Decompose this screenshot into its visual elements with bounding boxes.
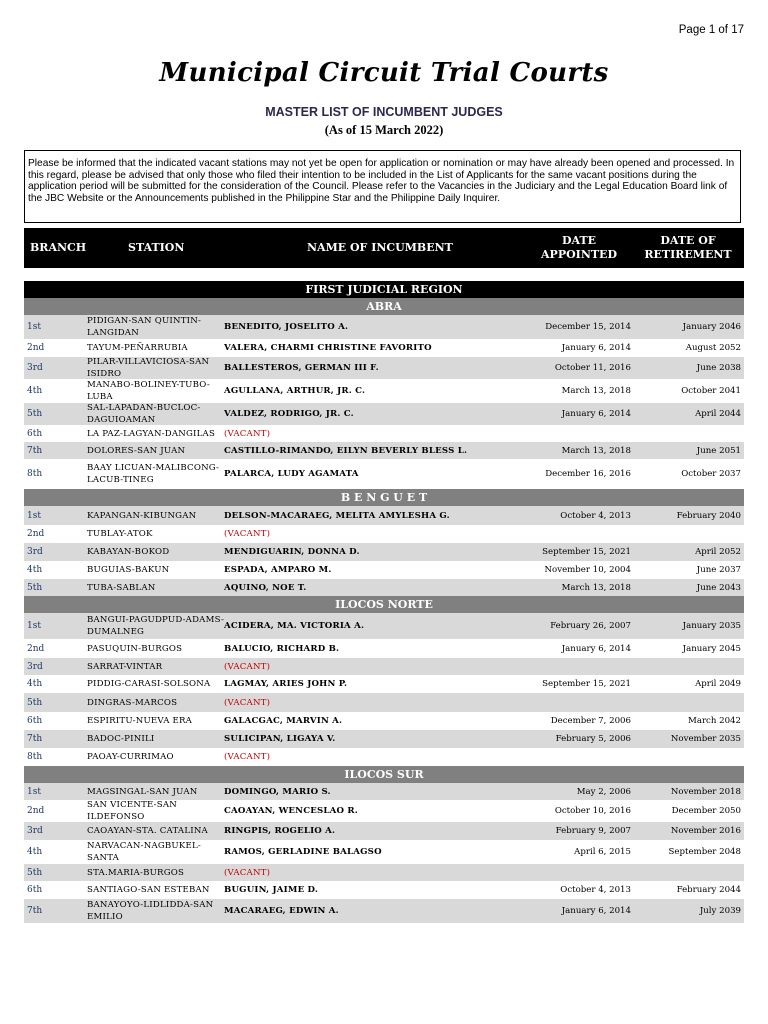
branch-cell: 8th — [27, 469, 43, 479]
station-cell: SANTIAGO-SAN ESTEBAN — [87, 885, 210, 895]
branch-cell: 7th — [27, 734, 43, 744]
date-retirement-cell: June 2038 — [696, 363, 741, 373]
station-cell: BANGUI-PAGUDPUD-ADAMS-DUMALNEG — [87, 615, 225, 637]
table-row — [24, 379, 744, 403]
branch-cell: 4th — [27, 386, 43, 396]
page-number: Page 1 of 17 — [678, 24, 744, 36]
station-cell: TUBLAY-ATOK — [87, 529, 153, 539]
header-date-appointed-line1: DATE — [561, 234, 597, 247]
station-cell: PAOAY-CURRIMAO — [87, 752, 174, 762]
table-row — [24, 339, 744, 357]
date-retirement-cell: January 2045 — [682, 643, 741, 654]
header-date-retirement-line1: DATE OF — [660, 234, 716, 247]
date-retirement-cell: June 2043 — [696, 582, 741, 593]
table-row — [24, 459, 744, 489]
branch-cell: 4th — [27, 565, 43, 575]
branch-cell: 3rd — [27, 826, 43, 836]
date-appointed-cell: December 16, 2016 — [545, 469, 631, 479]
table-row — [24, 357, 744, 379]
date-appointed-cell: February 5, 2006 — [555, 734, 631, 744]
branch-cell: 2nd — [27, 643, 45, 654]
date-retirement-cell: April 2044 — [695, 409, 741, 419]
branch-cell: 3rd — [27, 547, 43, 557]
incumbent-cell: ACIDERA, MA. VICTORIA A. — [224, 621, 365, 631]
table-row — [24, 315, 744, 339]
incumbent-cell: MENDIGUARIN, DONNA D. — [224, 547, 360, 557]
date-appointed-cell: December 7, 2006 — [550, 716, 631, 726]
date-appointed-cell: May 2, 2006 — [576, 786, 631, 797]
date-retirement-cell: October 2037 — [681, 469, 741, 479]
header-date-appointed — [529, 234, 629, 262]
incumbent-cell: AGULLANA, ARTHUR, JR. C. — [224, 386, 366, 396]
incumbent-cell: BALLESTEROS, GERMAN III F. — [224, 363, 379, 373]
branch-cell: 1st — [27, 786, 41, 797]
document-subtitle: MASTER LIST OF INCUMBENT JUDGES — [265, 105, 503, 119]
station-cell: DOLORES-SAN JUAN — [87, 445, 186, 456]
table-row — [24, 442, 744, 459]
branch-cell: 4th — [27, 847, 43, 857]
table-row — [24, 639, 744, 658]
station-cell: CAOAYAN-STA. CATALINA — [87, 826, 208, 836]
incumbent-cell: VALERA, CHARMI CHRISTINE FAVORITO — [224, 343, 432, 353]
branch-cell: 5th — [27, 697, 43, 708]
date-appointed-cell: January 6, 2014 — [561, 409, 631, 419]
date-retirement-cell: March 2042 — [688, 716, 741, 726]
table-row — [24, 543, 744, 561]
branch-cell: 1st — [27, 621, 41, 631]
incumbent-cell: GALACGAC, MARVIN A. — [224, 716, 343, 726]
date-appointed-cell: March 13, 2018 — [561, 582, 631, 593]
table-row — [24, 613, 744, 639]
header-station: STATION — [128, 241, 185, 254]
date-appointed-cell: October 11, 2016 — [554, 363, 631, 373]
province-heading: B E N G U E T — [24, 489, 744, 506]
branch-cell: 2nd — [27, 529, 45, 539]
notice-box: Please be informed that the indicated vacant stations may not yet be open for application or nomination or may have already been opened and processed. In this regard, please be advised that only those who filed their intention to be included in the List of Applicants for the same vacant positions during the application period will be submitted for the consideration of the Council. Please refer to the Vacancies in the Judiciary and the Legal Education Board link of the JBC Website or the Announcements published in the Philippine Star and the Philippine Daily Inquirer. — [24, 150, 741, 223]
branch-cell: 8th — [27, 752, 43, 762]
incumbent-cell: (VACANT) — [224, 697, 271, 708]
station-cell: ESPIRITU-NUEVA ERA — [87, 716, 193, 726]
date-retirement-cell: June 2037 — [696, 565, 741, 575]
date-retirement-cell: February 2040 — [676, 510, 741, 521]
incumbent-cell: CAOAYAN, WENCESLAO R. — [224, 806, 358, 816]
station-cell: SARRAT-VINTAR — [87, 661, 163, 672]
branch-cell: 1st — [27, 322, 41, 332]
table-header — [24, 228, 744, 268]
incumbent-cell: (VACANT) — [224, 752, 271, 762]
incumbent-cell: (VACANT) — [224, 428, 271, 439]
date-appointed-cell: January 6, 2014 — [561, 906, 631, 916]
date-retirement-cell: April 2049 — [695, 679, 741, 689]
branch-cell: 5th — [27, 867, 43, 878]
station-cell: SAN VICENTE-SAN ILDEFONSO — [87, 800, 177, 822]
incumbent-cell: BALUCIO, RICHARD B. — [224, 643, 340, 654]
incumbent-cell: RINGPIS, ROGELIO A. — [224, 826, 336, 836]
table-row — [24, 403, 744, 425]
branch-cell: 6th — [27, 716, 43, 726]
table-row — [24, 864, 744, 881]
date-appointed-cell: September 15, 2021 — [542, 547, 631, 557]
incumbent-cell: BUGUIN, JAIME D. — [224, 885, 319, 895]
branch-cell: 1st — [27, 510, 41, 521]
header-date-retirement — [638, 234, 738, 262]
header-branch: BRANCH — [30, 241, 87, 254]
station-cell: TAYUM-PEÑARRUBIA — [87, 343, 188, 353]
province-heading: ILOCOS NORTE — [24, 596, 744, 613]
date-retirement-cell: January 2046 — [682, 322, 741, 332]
station-cell: KABAYAN-BOKOD — [87, 547, 170, 557]
incumbent-cell: DOMINGO, MARIO S. — [224, 786, 331, 797]
province-heading: ABRA — [24, 298, 744, 315]
station-cell: PASUQUIN-BURGOS — [87, 643, 183, 654]
table-row — [24, 675, 744, 693]
date-retirement-cell: February 2044 — [676, 885, 741, 895]
table-row — [24, 579, 744, 596]
province-heading: ILOCOS SUR — [24, 766, 744, 783]
incumbent-cell: VALDEZ, RODRIGO, JR. C. — [224, 409, 354, 419]
incumbent-cell: DELSON-MACARAEG, MELITA AMYLESHA G. — [224, 510, 450, 521]
station-cell: PIDIGAN-SAN QUINTIN-LANGIDAN — [87, 316, 202, 338]
date-appointed-cell: February 9, 2007 — [555, 826, 631, 836]
station-cell: BANAYOYO-LIDLIDDA-SAN EMILIO — [87, 900, 214, 922]
table-row — [24, 712, 744, 730]
station-cell: SAL-LAPADAN-BUCLOC-DAGUIOAMAN — [87, 403, 201, 425]
incumbent-cell: CASTILLO-RIMANDO, EILYN BEVERLY BLESS L. — [224, 445, 468, 456]
station-cell: PIDDIG-CARASI-SOLSONA — [87, 679, 211, 689]
incumbent-cell: PALARCA, LUDY AGAMATA — [224, 469, 359, 479]
station-cell: BADOC-PINILI — [87, 734, 155, 744]
incumbent-cell: ESPADA, AMPARO M. — [224, 565, 332, 575]
table-row — [24, 800, 744, 822]
branch-cell: 4th — [27, 679, 43, 689]
incumbent-cell: (VACANT) — [224, 661, 271, 672]
table-row — [24, 658, 744, 675]
date-retirement-cell: April 2052 — [695, 547, 741, 557]
incumbent-cell: RAMOS, GERLADINE BALAGSO — [224, 847, 382, 857]
table-row — [24, 525, 744, 543]
station-cell: LA PAZ-LAGYAN-DANGILAS — [87, 428, 216, 439]
incumbent-cell: (VACANT) — [224, 867, 271, 878]
table-row — [24, 840, 744, 864]
station-cell: MANABO-BOLINEY-TUBO-LUBA — [87, 380, 210, 402]
incumbent-cell: LAGMAY, ARIES JOHN P. — [224, 679, 348, 689]
header-date-appointed-line2: APPOINTED — [541, 248, 617, 261]
branch-cell: 2nd — [27, 806, 45, 816]
station-cell: PILAR-VILLAVICIOSA-SAN ISIDRO — [87, 357, 210, 379]
station-cell: BAAY LICUAN-MALIBCONG-LACUB-TINEG — [87, 463, 220, 485]
station-cell: NARVACAN-NAGBUKEL-SANTA — [87, 841, 201, 863]
date-retirement-cell: November 2018 — [670, 786, 741, 797]
date-appointed-cell: September 15, 2021 — [542, 679, 631, 689]
date-appointed-cell: October 4, 2013 — [560, 510, 631, 521]
date-retirement-cell: September 2048 — [668, 847, 741, 857]
header-date-retirement-line2: RETIREMENT — [644, 248, 732, 261]
incumbent-cell: SULICIPAN, LIGAYA V. — [224, 734, 336, 744]
table-row — [24, 506, 744, 525]
branch-cell: 5th — [27, 409, 43, 419]
date-appointed-cell: November 10, 2004 — [544, 565, 631, 575]
incumbent-cell: (VACANT) — [224, 529, 271, 539]
date-retirement-cell: October 2041 — [681, 386, 741, 396]
incumbent-cell: BENEDITO, JOSELITO A. — [224, 322, 349, 332]
branch-cell: 5th — [27, 582, 43, 593]
table-row — [24, 748, 744, 766]
date-appointed-cell: January 6, 2014 — [561, 643, 631, 654]
branch-cell: 3rd — [27, 363, 43, 373]
date-retirement-cell: November 2035 — [670, 734, 741, 744]
table-row — [24, 899, 744, 923]
date-appointed-cell: April 6, 2015 — [574, 847, 631, 857]
table-row — [24, 881, 744, 899]
table-row — [24, 783, 744, 800]
branch-cell: 6th — [27, 428, 43, 439]
branch-cell: 3rd — [27, 661, 43, 672]
date-retirement-cell: June 2051 — [696, 445, 741, 456]
date-retirement-cell: November 2016 — [670, 826, 741, 836]
region-heading: FIRST JUDICIAL REGION — [24, 281, 744, 298]
header-name: NAME OF INCUMBENT — [307, 241, 453, 254]
station-cell: DINGRAS-MARCOS — [87, 697, 178, 708]
date-retirement-cell: December 2050 — [671, 806, 741, 816]
date-retirement-cell: January 2035 — [682, 621, 741, 631]
as-of-date: (As of 15 March 2022) — [324, 123, 444, 137]
station-cell: TUBA-SABLAN — [87, 582, 156, 593]
branch-cell: 7th — [27, 445, 43, 456]
date-appointed-cell: March 13, 2018 — [561, 445, 631, 456]
branch-cell: 6th — [27, 885, 43, 895]
table-row — [24, 730, 744, 748]
date-appointed-cell: January 6, 2014 — [561, 343, 631, 353]
date-appointed-cell: October 4, 2013 — [560, 885, 631, 895]
date-appointed-cell: October 10, 2016 — [554, 806, 631, 816]
table-row — [24, 425, 744, 442]
table-row — [24, 561, 744, 579]
document-title: Municipal Circuit Trial Courts — [159, 58, 609, 88]
date-appointed-cell: February 26, 2007 — [550, 621, 631, 631]
date-appointed-cell: December 15, 2014 — [545, 322, 631, 332]
incumbent-cell: AQUINO, NOE T. — [224, 582, 307, 593]
date-appointed-cell: March 13, 2018 — [561, 386, 631, 396]
branch-cell: 2nd — [27, 343, 45, 353]
date-retirement-cell: August 2052 — [685, 343, 741, 353]
date-retirement-cell: July 2039 — [699, 906, 741, 916]
station-cell: KAPANGAN-KIBUNGAN — [87, 510, 197, 521]
table-row — [24, 822, 744, 840]
station-cell: STA.MARIA-BURGOS — [87, 867, 185, 878]
station-cell: MAGSINGAL-SAN JUAN — [87, 786, 198, 797]
table-row — [24, 693, 744, 712]
station-cell: BUGUIAS-BAKUN — [87, 565, 170, 575]
branch-cell: 7th — [27, 906, 43, 916]
incumbent-cell: MACARAEG, EDWIN A. — [224, 906, 339, 916]
